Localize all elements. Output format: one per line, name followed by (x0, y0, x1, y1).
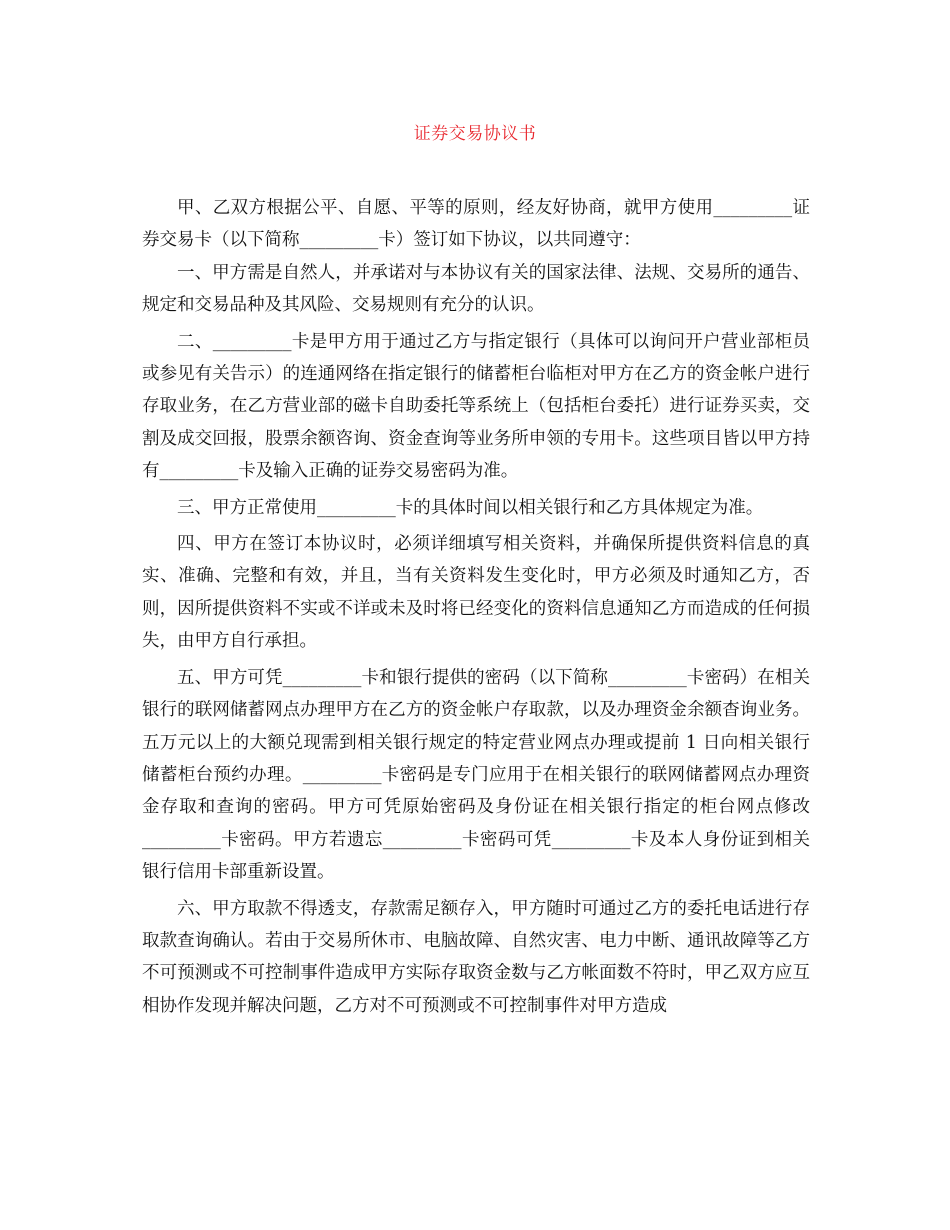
document-body (142, 192, 810, 1022)
paragraph-clause-1: 一、甲方需是自然人，并承诺对与本协议有关的国家法律、法规、交易所的通告、规定和交易品种及其风险、交易规则有充分的认识。 (142, 262, 810, 316)
paragraph-clause-3: 三、甲方正常使用_________卡的具体时间以相关银行和乙方具体规定为准。 (177, 497, 764, 518)
document-title: 证券交易协议书 (413, 124, 537, 144)
paragraph-clause-4: 四、甲方在签订本协议时，必须详细填写相关资料，并确保所提供资料信息的真实、准确、完整和有效，并且，当有关资料发生变化时，甲方必须及时通知乙方，否则，因所提供资料不实或不详或未及时将已经变化的资料信息通知乙方而造成的任何损失，由甲方自行承担。 (142, 534, 810, 652)
paragraph-clause-2: 二、_________卡是甲方用于通过乙方与指定银行（具体可以询问开户营业部柜员或参见有关告示）的连通网络在指定银行的储蓄柜台临柜对甲方在乙方的资金帐户进行存取业务，在乙方营业部的磁卡自助委托等系统上（包括柜台委托）进行证券买卖，交割及成交回报，股票余额咨询、资金查询等业务所申领的专用卡。这些项目皆以甲方持有_________卡及输入正确的证券交易密码为准。 (142, 331, 810, 482)
paragraph-preamble: 甲、乙双方根据公平、自愿、平等的原则，经友好协商，就甲方使用_________证券交易卡（以下简称_________卡）签订如下协议，以共同遵守： (142, 198, 810, 251)
paragraph-clause-5: 五、甲方可凭_________卡和银行提供的密码（以下简称_________卡密码）在相关银行的联网储蓄网点办理甲方在乙方的资金帐户存取款，以及办理资金余额杳询业务。五万元以上的大额兑现需到相关银行规定的特定营业网点办理或提前 1 日向相关银行储蓄柜台预约办理。_________卡密码是专门应用于在相关银行的联网储蓄网点办理资金存取和查询的密码。甲方可凭原始密码及身份证在相关银行指定的柜台网点修改_________卡密码。甲方若遗忘_________卡密码可凭_________卡及本人身份证到相关银行信用卡部重新设置。 (142, 667, 810, 883)
paragraph-clause-6: 六、甲方取款不得透支，存款需足额存入，甲方随时可通过乙方的委托电话进行存取款查询确认。若由于交易所休市、电脑故障、自然灾害、电力中断、通讯故障等乙方不可预测或不可控制事件造成甲方实际存取资金数与乙方帐面数不符时，甲乙双方应互相协作发现并解决问题，乙方对不可预测或不可控制事件对甲方造成 (142, 898, 810, 1016)
